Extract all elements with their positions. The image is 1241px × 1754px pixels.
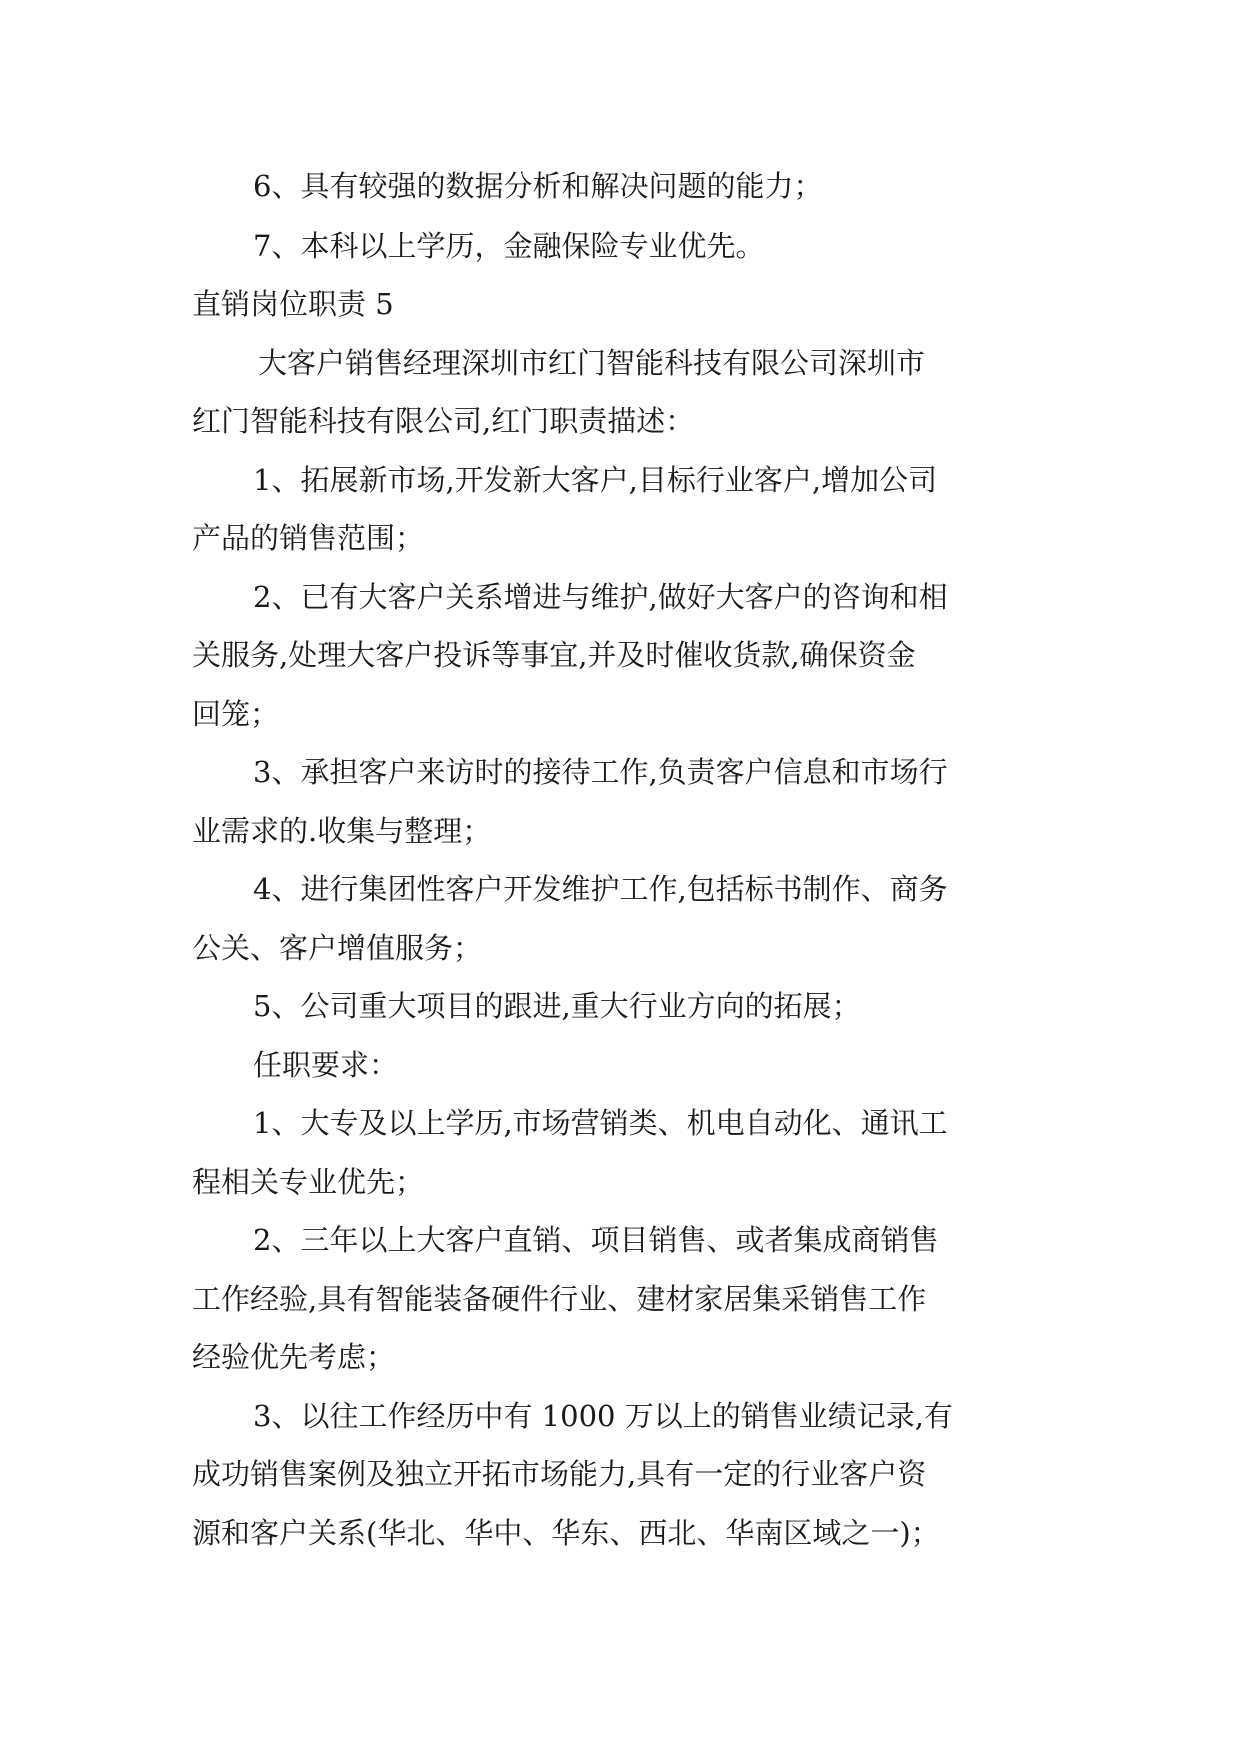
text-line: 关服务,处理大客户投诉等事宜,并及时催收货款,确保资金 — [192, 638, 916, 672]
text-line: 1、拓展新市场,开发新大客户,目标行业客户,增加公司 — [253, 463, 938, 497]
text-line: 产品的销售范围； — [192, 521, 425, 555]
text-line: 任职要求： — [253, 1048, 399, 1082]
text-line: 5、公司重大项目的跟进,重大行业方向的拓展； — [253, 989, 861, 1023]
text-line: 3、承担客户来访时的接待工作,负责客户信息和市场行 — [253, 755, 948, 789]
text-line: 2、三年以上大客户直销、项目销售、或者集成商销售 — [253, 1223, 939, 1257]
section-heading: 直销岗位职责 5 — [192, 287, 394, 321]
text-line: 公关、客户增值服务； — [192, 931, 483, 965]
text-line: 6、具有较强的数据分析和解决问题的能力； — [253, 169, 823, 203]
text-line: 1、大专及以上学历,市场营销类、机电自动化、通讯工 — [253, 1106, 948, 1140]
text-line: 2、已有大客户关系增进与维护,做好大客户的咨询和相 — [253, 580, 948, 614]
text-line: 源和客户关系(华北、华中、华东、西北、华南区域之一)； — [192, 1516, 940, 1550]
text-line: 经验优先考虑； — [192, 1340, 396, 1374]
text-line: 7、本科以上学历，金融保险专业优先。 — [253, 229, 765, 263]
text-line: 3、以往工作经历中有 1000 万以上的销售业绩记录,有 — [253, 1399, 953, 1433]
text-line: 回笼； — [192, 697, 280, 731]
text-line: 工作经验,具有智能装备硬件行业、建材家居集采销售工作 — [192, 1282, 927, 1316]
text-line: 红门智能科技有限公司,红门职责描述： — [192, 404, 695, 438]
text-line: 业需求的.收集与整理； — [192, 814, 492, 848]
text-line: 大客户销售经理深圳市红门智能科技有限公司深圳市 — [258, 346, 926, 380]
text-line: 4、进行集团性客户开发维护工作,包括标书制作、商务 — [253, 872, 948, 906]
text-line: 程相关专业优先； — [192, 1165, 425, 1199]
text-line: 成功销售案例及独立开拓市场能力,具有一定的行业客户资 — [192, 1457, 927, 1491]
